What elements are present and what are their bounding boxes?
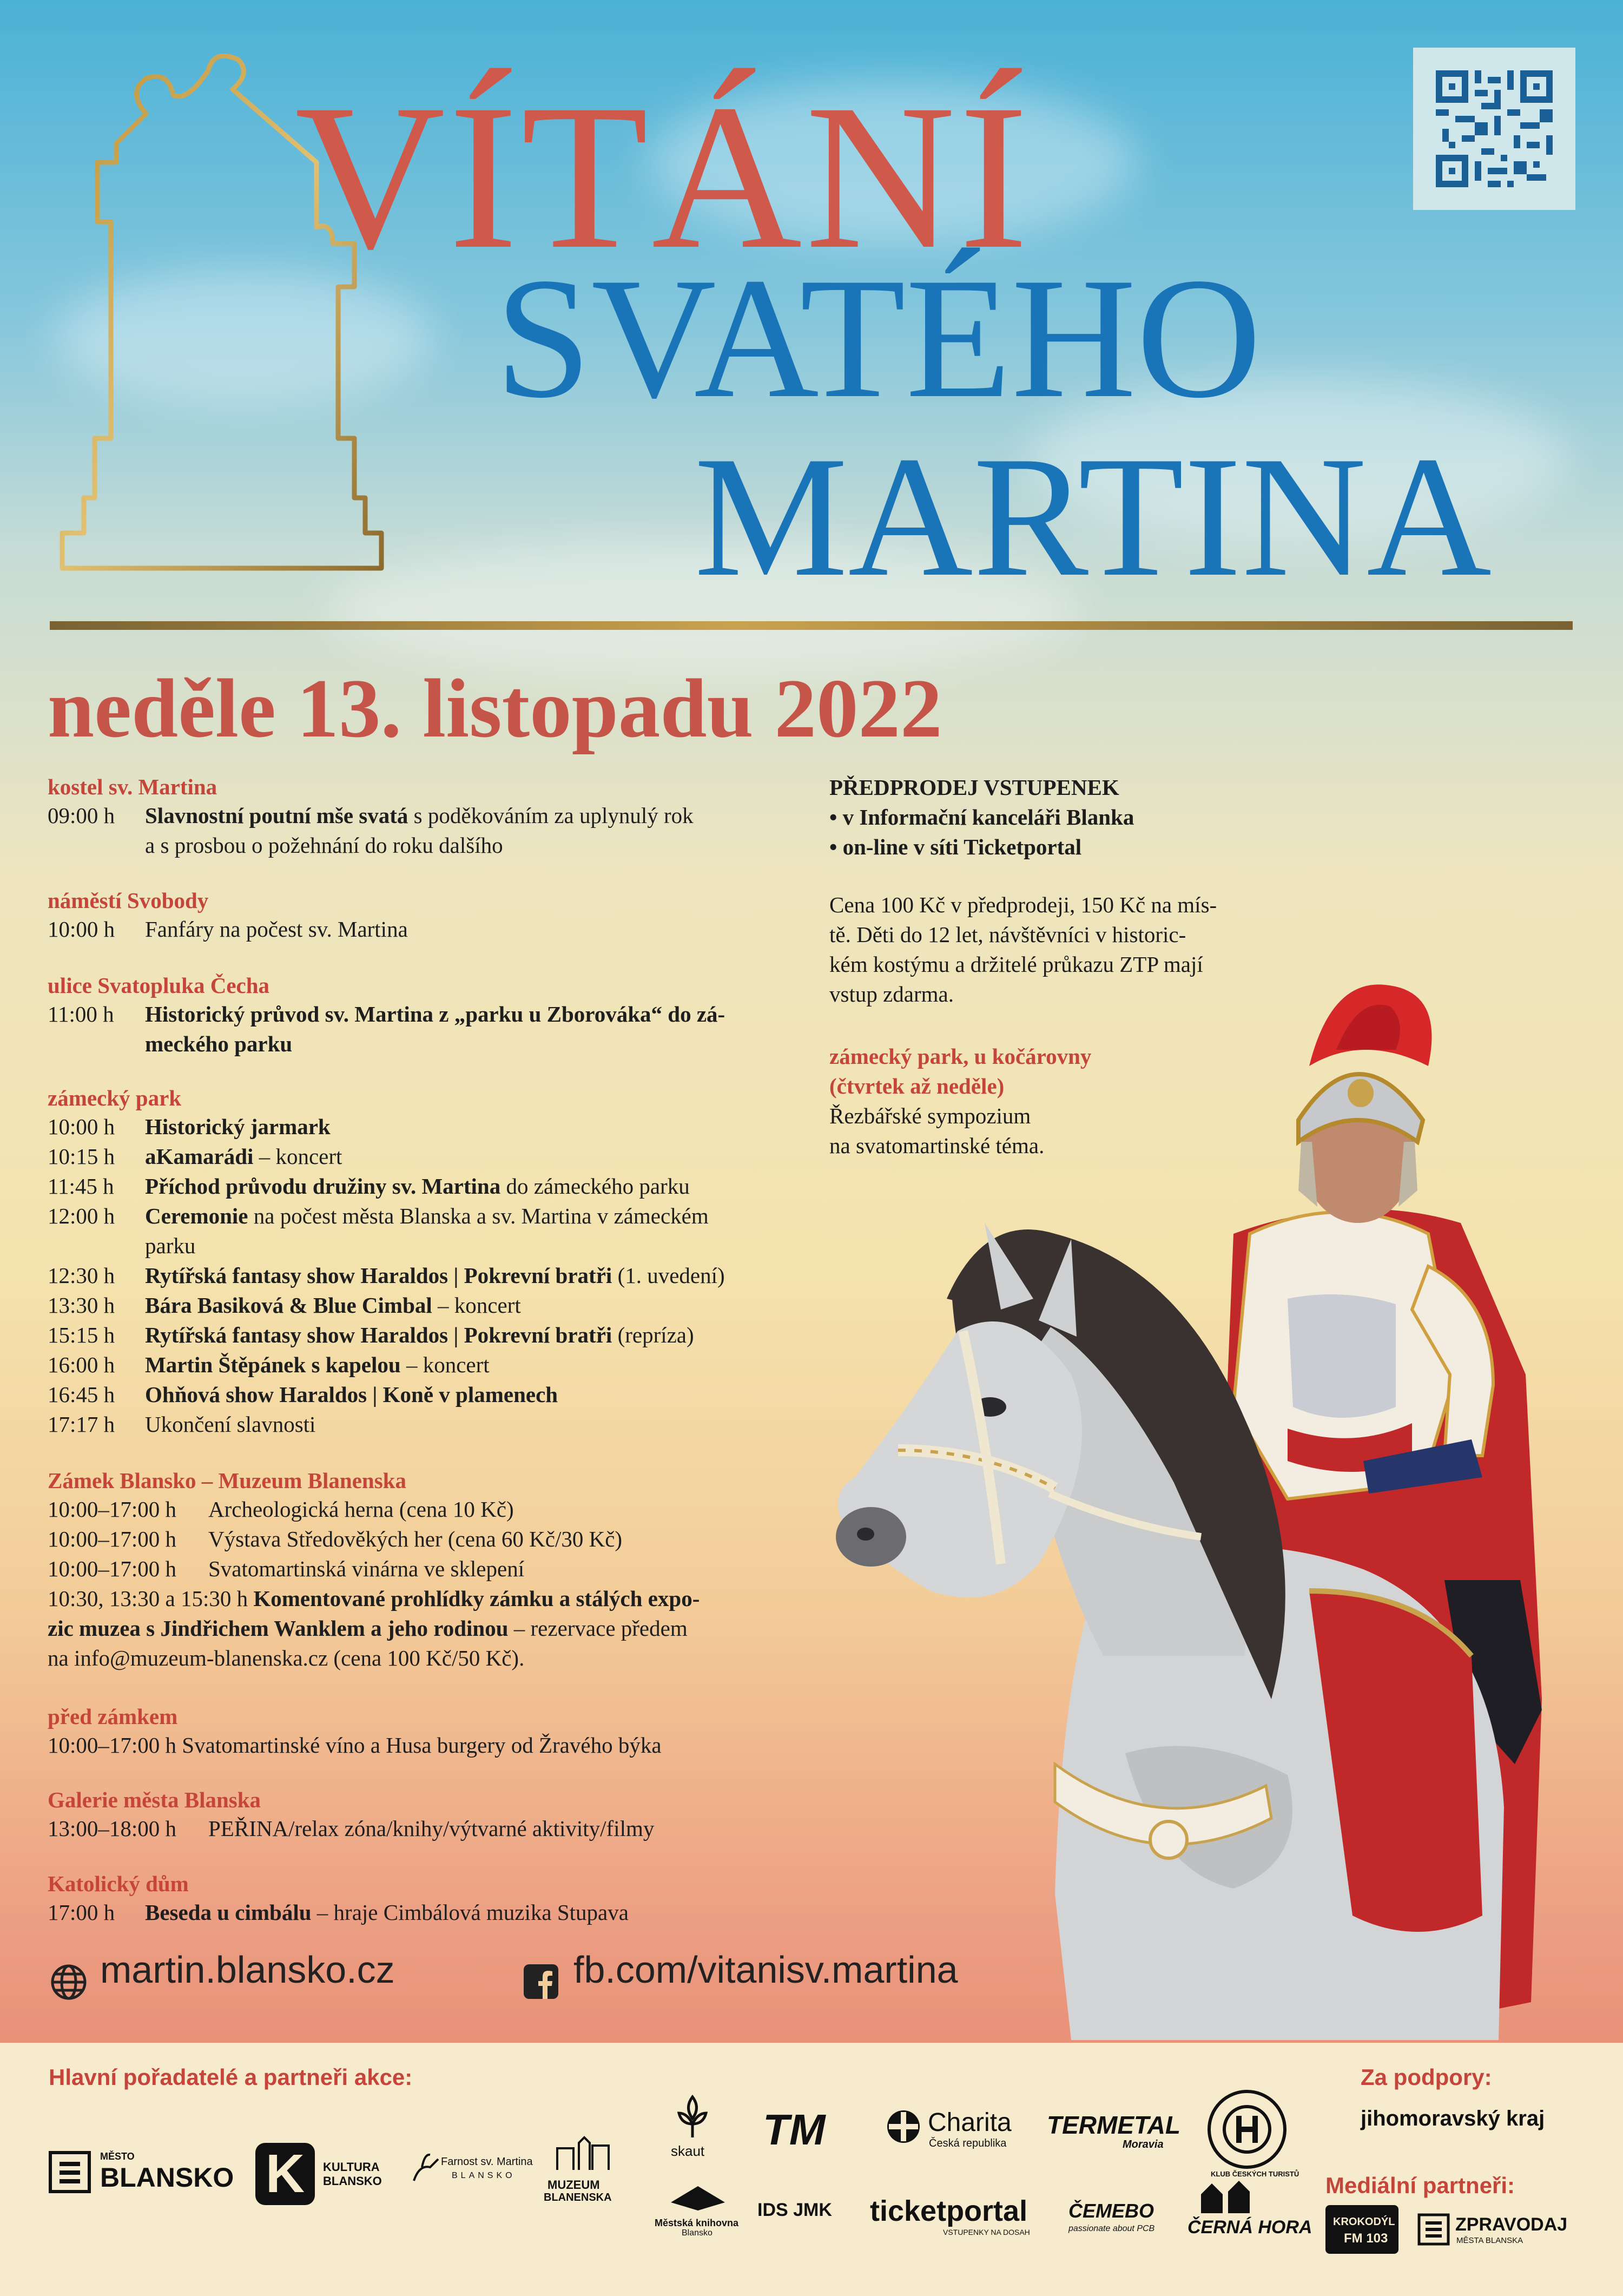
tm-logo: TM	[763, 2106, 826, 2154]
program-item: 10:00–17:00 h Archeologická herna (cena 10 Kč)	[48, 1497, 514, 1522]
charita-cross-icon	[885, 2108, 922, 2146]
program-item: 17:00 h Beseda u cimbálu – hraje Cimbálová muzika Stupava	[48, 1900, 629, 1925]
ticketportal-logo: ticketportal VSTUPENKY NA DOSAH	[870, 2195, 1030, 2236]
price-text: kém kostýmu a držitelé průkazu ZTP mají	[829, 952, 1203, 977]
place-heading: kostel sv. Martina	[48, 774, 217, 799]
media-heading: Mediální partneři:	[1325, 2173, 1515, 2198]
kct-emblem-icon	[1206, 2089, 1288, 2170]
price-text: vstup zdarma.	[829, 982, 954, 1006]
program-item: zic muzea s Jindřichem Wanklem a jeho rodinou – rezervace předem	[48, 1616, 688, 1641]
divider	[50, 621, 1573, 630]
rider-icon	[408, 2148, 441, 2186]
program-item: 12:00 h Ceremonie na počest města Blanska a sv. Martina v zámeckém parku	[48, 1203, 709, 1258]
program-item: 10:00–17:00 h Výstava Středověkých her (cena 60 Kč/30 Kč)	[48, 1527, 623, 1551]
event-date: neděle 13. listopadu 2022	[48, 662, 942, 755]
title-line-3: MARTINA	[694, 421, 1492, 613]
organizers-heading: Hlavní pořadatelé a partneři akce:	[49, 2064, 413, 2090]
globe-icon	[50, 1963, 88, 2001]
program-item: 10:00–17:00 h Svatomartinské víno a Husa burgery od Žravého býka	[48, 1733, 662, 1758]
facebook-link[interactable]: fb.com/vitanisv.martina	[573, 1949, 958, 1991]
program-item: 15:15 h Rytířská fantasy show Haraldos | Pokrevní bratři (repríza)	[48, 1323, 694, 1347]
program-item: 10:00–17:00 h Svatomartinská vinárna ve sklepení	[48, 1556, 525, 1581]
place-heading: Zámek Blansko – Muzeum Blanenska	[48, 1468, 406, 1493]
website-link[interactable]: martin.blansko.cz	[100, 1949, 395, 1991]
lily-icon	[668, 2091, 717, 2140]
program-item: na info@muzeum-blanenska.cz (cena 100 Kč/50 Kč).	[48, 1646, 525, 1670]
castle-silhouette-icon	[1185, 2178, 1266, 2216]
program-item: 13:00–18:00 h PEŘINA/relax zóna/knihy/výtvarné aktivity/filmy	[48, 1816, 655, 1841]
termetal-logo: TERMETAL Moravia	[1047, 2111, 1181, 2150]
program-item: 10:00 h Fanfáry na počest sv. Martina	[48, 917, 408, 942]
facebook-icon	[524, 1964, 558, 1999]
place-heading: ulice Svatopluka Čecha	[48, 973, 270, 998]
ids-jmk-logo: IDS JMK	[757, 2200, 832, 2220]
zpravodaj-icon	[1417, 2213, 1450, 2246]
qr-code-icon	[1413, 48, 1575, 210]
title-line-2: SVATÉHO	[495, 242, 1262, 434]
castle-icon	[541, 2127, 638, 2175]
program-item: 11:45 h Příchod průvodu družiny sv. Martina do zámeckého parku	[48, 1174, 690, 1199]
place-heading: zámecký park	[48, 1085, 182, 1110]
program-item: 10:15 h aKamarádi – koncert	[48, 1144, 342, 1169]
program-item: 11:00 h Historický průvod sv. Martina z „parku u Zborováka“ do zá- meckého parku	[48, 1002, 725, 1056]
event-text: Řezbářské sympozium	[829, 1103, 1031, 1128]
program-item: 16:45 h Ohňová show Haraldos | Koně v plamenech	[48, 1382, 558, 1407]
program-item: 17:17 h Ukončení slavnosti	[48, 1412, 316, 1437]
program-item: 10:00 h Historický jarmark	[48, 1114, 331, 1139]
jmk-logo: jihomoravský kraj	[1361, 2107, 1545, 2130]
place-heading: Katolický dům	[48, 1871, 189, 1896]
program-item: 13:30 h Bára Basiková & Blue Cimbal – koncert	[48, 1293, 521, 1318]
presale-item: • v Informační kanceláři Blanka	[829, 805, 1134, 830]
book-icon	[665, 2175, 730, 2213]
event-heading: zámecký park, u kočárovny	[829, 1044, 1092, 1069]
cemebo-logo: ČEMEBO passionate about PCB	[1068, 2200, 1155, 2233]
place-heading: Galerie města Blanska	[48, 1787, 261, 1812]
program-item: 09:00 h Slavnostní poutní mše svatá s poděkováním za uplynulý rok a s prosbou o požehnání do roku dalšího	[48, 803, 694, 858]
title-line-1: VÍTÁNÍ	[295, 62, 1032, 292]
mesto-blansko-icon	[49, 2151, 91, 2193]
footer: Hlavní pořadatelé a partneři akce: Za podpory: jihomoravský kraj Mediální partneři: MĚSTO BLANSKO K KULTURA BLANSKO Farnost sv. Martina BLANSKO MUZEUM BLANENSKA skaut Městská knihovna Blansko TM IDS JMK Charita Česká republika ticketportal VSTUPENKY NA DOSAH TERMETAL Moravia ČEMEBO passionate about PCB KLUB ČESKÝCH TURISTŮ ČERNÁ HORA KROKODÝL FM 103 ZPRAVODAJ MĚSTA BLANSKA	[0, 2043, 1623, 2296]
event-text: na svatomartinské téma.	[829, 1133, 1045, 1158]
presale-item: • on-line v síti Ticketportal	[829, 834, 1082, 859]
event-heading: (čtvrtek až neděle)	[829, 1074, 1005, 1098]
place-heading: náměstí Svobody	[48, 888, 209, 913]
presale-title: PŘEDPRODEJ VSTUPENEK	[829, 775, 1119, 800]
program-item: 12:30 h Rytířská fantasy show Haraldos | Pokrevní bratři (1. uvedení)	[48, 1263, 725, 1288]
program-item: 16:00 h Martin Štěpánek s kapelou – koncert	[48, 1352, 490, 1377]
support-heading: Za podpory:	[1361, 2064, 1492, 2090]
qr-code[interactable]	[1413, 48, 1575, 210]
program-item: 10:30, 13:30 a 15:30 h Komentované prohlídky zámku a stálých expo-	[48, 1586, 700, 1611]
price-text: tě. Děti do 12 let, návštěvníci v historic-	[829, 922, 1186, 947]
knight-on-horse-image	[822, 887, 1623, 2040]
price-text: Cena 100 Kč v předprodeji, 150 Kč na mís-	[829, 892, 1217, 917]
place-heading: před zámkem	[48, 1704, 178, 1729]
